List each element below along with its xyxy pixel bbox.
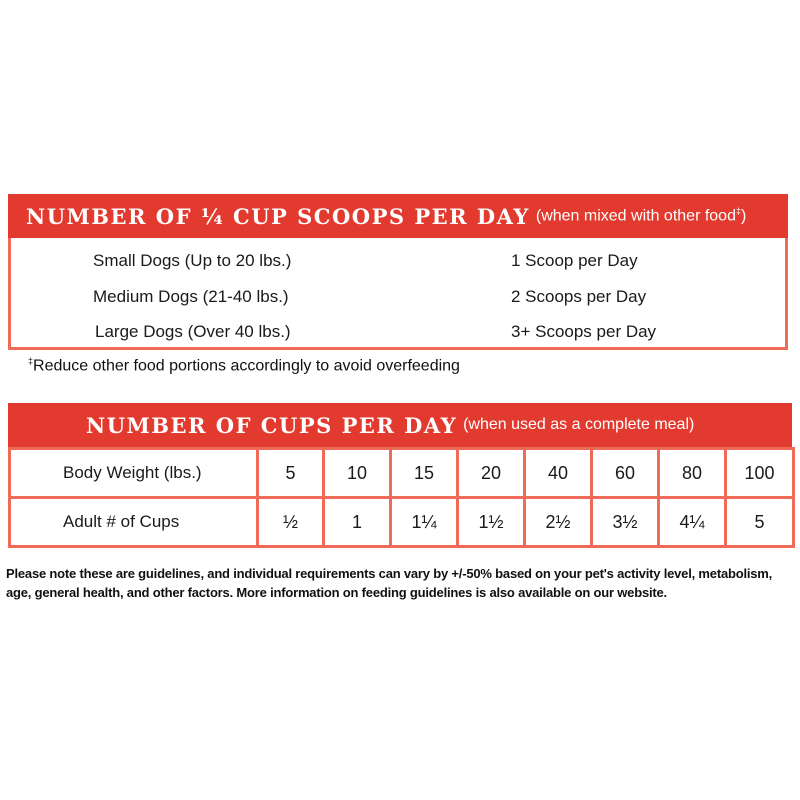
scoops-row (11, 246, 785, 276)
scoops-subtitle-close: ) (741, 207, 747, 225)
cups-label: Adult # of Cups (10, 498, 258, 547)
scoops-panel (8, 194, 788, 352)
cups-cell: 1 (324, 498, 391, 547)
weight-cell: 100 (726, 449, 794, 498)
footnote-mark: ‡ (28, 356, 34, 366)
cups-cell: 4¼ (659, 498, 726, 547)
scoop-amount: 3+ Scoops per Day (511, 322, 657, 341)
scoops-title: NUMBER OF ¼ CUP SCOOPS PER DAY (26, 203, 530, 229)
scoop-amount: 1 Scoop per Day (511, 251, 638, 270)
cups-banner (8, 403, 792, 447)
weight-label: Body Weight (lbs.) (10, 449, 258, 498)
cups-subtitle: (when used as a complete meal) (463, 416, 695, 433)
scoops-row (11, 282, 785, 312)
footnote-text: Reduce other food portions accordingly to avoid overfeeding (33, 357, 460, 375)
cups-title: NUMBER OF CUPS PER DAY (86, 412, 458, 438)
weight-cell: 80 (659, 449, 726, 498)
cups-cell: 1½ (458, 498, 525, 547)
scoops-table (8, 238, 788, 350)
scoops-row (11, 317, 785, 347)
weight-cell: 15 (391, 449, 458, 498)
cups-cell: 3½ (592, 498, 659, 547)
weight-cell: 10 (324, 449, 391, 498)
scoop-amount: 2 Scoops per Day (511, 287, 647, 306)
dog-size: Medium Dogs (21-40 lbs.) (93, 287, 289, 306)
weight-cell: 5 (258, 449, 324, 498)
weight-cell: 60 (592, 449, 659, 498)
footnote (28, 356, 460, 375)
dog-size: Large Dogs (Over 40 lbs.) (95, 322, 291, 341)
cups-table (8, 447, 795, 548)
cups-cell: 2½ (525, 498, 592, 547)
cups-row (10, 498, 794, 547)
scoops-subtitle-text: (when mixed with other food (535, 207, 736, 225)
cups-cell: 1¼ (391, 498, 458, 547)
scoops-banner (8, 194, 788, 238)
cups-cell: 5 (726, 498, 794, 547)
weight-row (10, 449, 794, 498)
weight-cell: 40 (525, 449, 592, 498)
cups-cell: ½ (258, 498, 324, 547)
cups-panel (8, 403, 792, 545)
weight-cell: 20 (458, 449, 525, 498)
guidelines-note: Please note these are guidelines, and individual requirements can vary by +/-50% based on your pet's activity level, metabolism, age, general health, and other factors. More information on feeding guidelines is also available on our website. (6, 566, 773, 600)
scoops-subtitle (536, 206, 746, 225)
scoops-subtitle-mark: ‡ (735, 206, 741, 217)
dog-size: Small Dogs (Up to 20 lbs.) (93, 251, 292, 270)
